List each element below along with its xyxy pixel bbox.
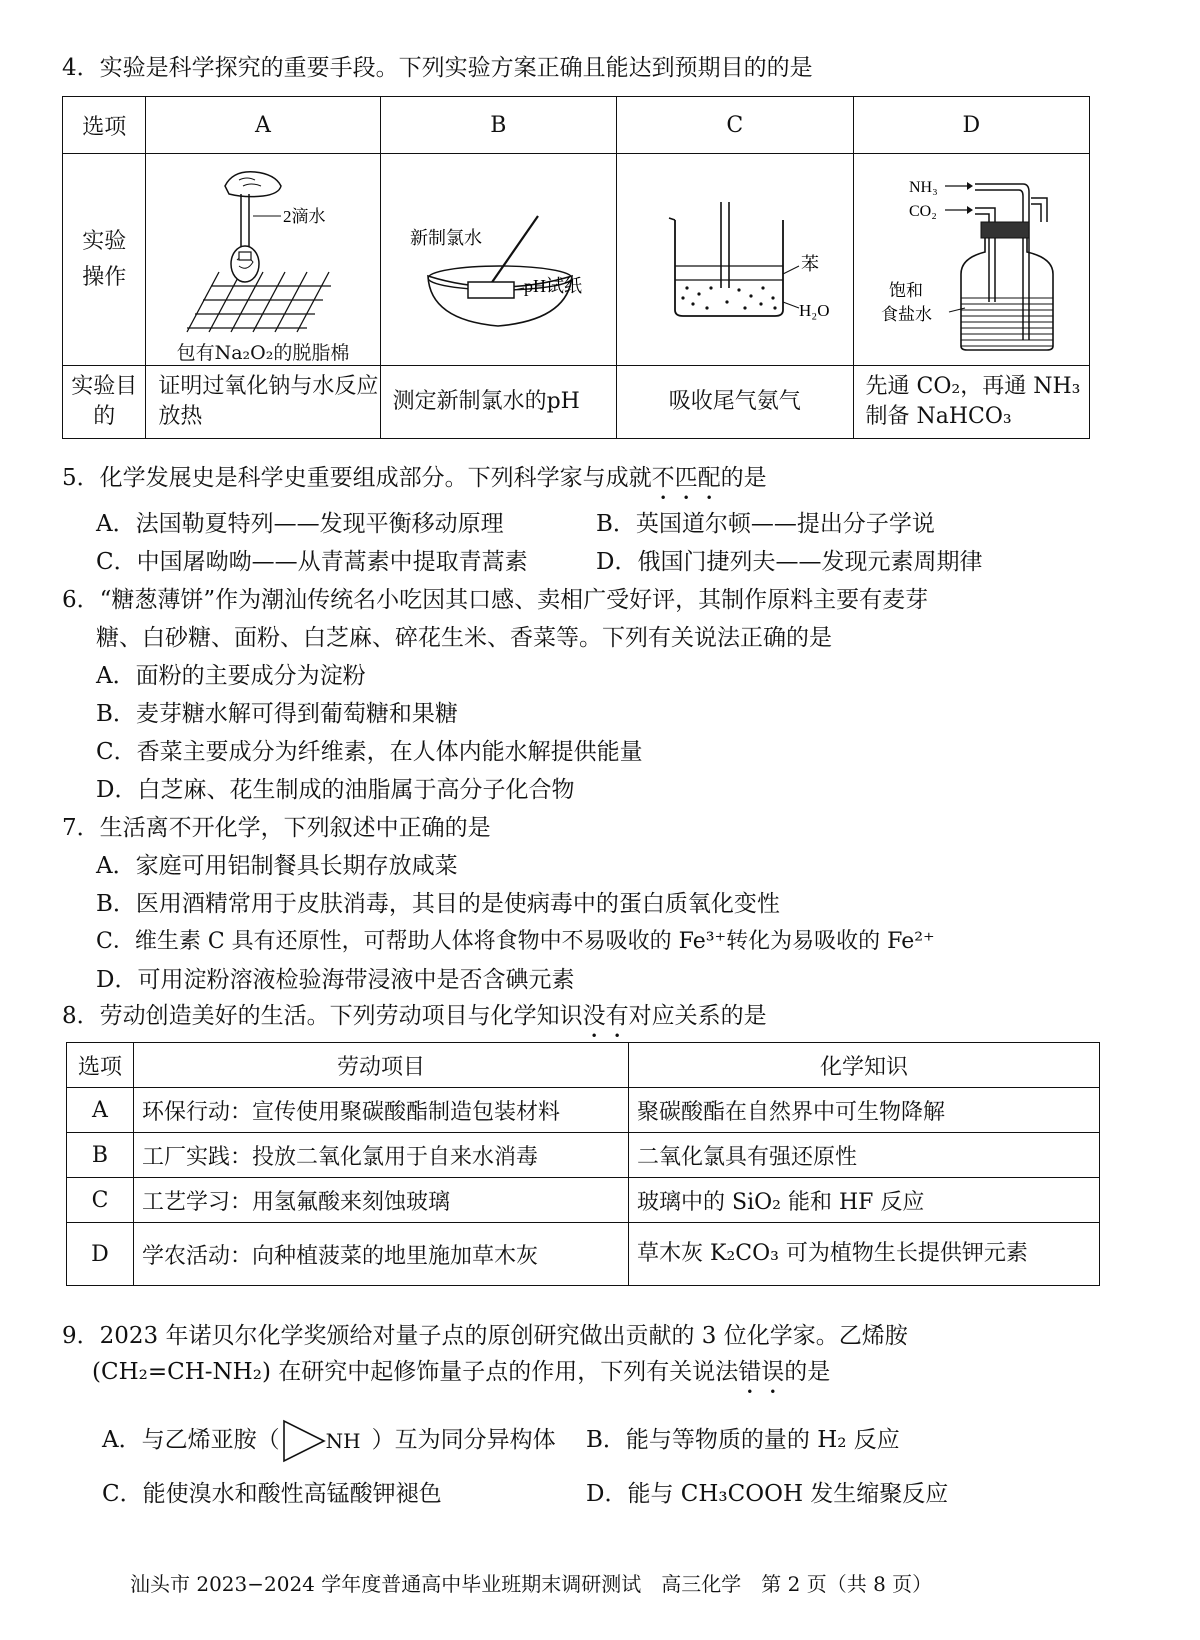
q4-b-paper-label: pH试纸 <box>524 275 583 296</box>
q4-figure-b-drawing <box>398 170 598 350</box>
q4-c-bottom-label: H₂O <box>798 300 830 320</box>
q9-option-a-end: ）互为同分异构体 <box>371 1427 556 1453</box>
q4-header-b: B <box>380 97 616 154</box>
q8-header-labor: 劳动项目 <box>134 1043 629 1088</box>
q8-stem-end: 对应关系的是 <box>628 1003 767 1029</box>
q6-option-c: C．香菜主要成分为纤维素，在人体内能水解提供能量 <box>96 739 643 765</box>
q4-goal-a: 证明过氧化钠与水反应放热 <box>146 366 380 439</box>
q4-goal-c: 吸收尾气氨气 <box>617 366 853 439</box>
q7-option-a: A．家庭可用铝制餐具长期存放咸菜 <box>96 853 458 879</box>
q4-header-a: A <box>146 97 380 154</box>
q6-stem-line-2: 糖、白砂糖、面粉、白芝麻、碎花生米、香菜等。下列有关说法正确的是 <box>96 625 832 651</box>
q9-option-d: D．能与 CH₃COOH 发生缩聚反应 <box>586 1481 949 1507</box>
q4-figure-a-drawing <box>163 154 363 344</box>
q8-row-b-labor: 工厂实践：投放二氧化氯用于自来水消毒 <box>134 1133 629 1178</box>
page-footer: 汕头市 2023−2024 学年度普通高中毕业班期末调研测试 高三化学 第 2 页（共 8 页） <box>130 1572 933 1596</box>
q6-option-b: B．麦芽糖水解可得到葡萄糖和果糖 <box>96 701 458 727</box>
q8-row-d-knowledge: 草木灰 K₂CO₃ 可为植物生长提供钾元素 <box>629 1223 1100 1286</box>
q4-figure-c <box>617 154 853 366</box>
q8-row-a-labor: 环保行动：宣传使用聚碳酸酯制造包装材料 <box>134 1088 629 1133</box>
q8-row-c-labor: 工艺学习：用氢氟酸来刻蚀玻璃 <box>134 1178 629 1223</box>
q6-option-a: A．面粉的主要成分为淀粉 <box>96 663 366 689</box>
q7-option-c: C．维生素 C 具有还原性，可帮助人体将食物中不易吸收的 Fe³⁺转化为易吸收的 Fe²⁺ <box>96 929 935 954</box>
q9-option-b: B．能与等物质的量的 H₂ 反应 <box>586 1427 900 1453</box>
q4-goal-d: 先通 CO₂，再通 NH₃ 制备 NaHCO₃ <box>853 366 1089 439</box>
q9-option-a <box>102 1418 556 1463</box>
q8-header-knowledge: 化学知识 <box>629 1043 1100 1088</box>
q4-c-top-label: 苯 <box>800 253 819 274</box>
q8-row-b-knowledge: 二氧化氯具有强还原性 <box>629 1133 1100 1178</box>
q9-option-a-text: A．与乙烯亚胺（ <box>102 1427 280 1453</box>
q4-table <box>62 96 1090 439</box>
q8-row-c-knowledge: 玻璃中的 SiO₂ 能和 HF 反应 <box>629 1178 1100 1223</box>
q8-header-option: 选项 <box>67 1043 134 1088</box>
q4-row-goal-label: 实验目的 <box>63 366 146 439</box>
q4-d-nh3-label: NH₃ <box>909 178 938 196</box>
q5-stem-emphasis: 不匹配 <box>651 465 721 491</box>
q7-stem: 7．生活离不开化学，下列叙述中正确的是 <box>62 815 491 841</box>
q4-header-d: D <box>853 97 1089 154</box>
q4-header-c: C <box>617 97 853 154</box>
q4-figure-b <box>380 154 616 366</box>
q9-stem-line-2 <box>92 1356 830 1399</box>
q5-stem-end: 的是 <box>720 465 767 491</box>
q4-figure-a <box>146 154 380 366</box>
q8-row-d-labor: 学农活动：向种植菠菜的地里施加草木灰 <box>134 1223 629 1286</box>
q4-d-salt-label-2: 食盐水 <box>881 304 933 324</box>
q8-row-a-option: A <box>67 1088 134 1133</box>
q5-stem <box>62 462 767 505</box>
q4-b-water-label: 新制氯水 <box>410 227 483 248</box>
q4-a-caption: 包有Na₂O₂的脱脂棉 <box>176 342 350 364</box>
q7-option-b: B．医用酒精常用于皮肤消毒，其目的是使病毒中的蛋白质氧化变性 <box>96 891 780 917</box>
q4-goal-b: 测定新制氯水的pH <box>380 366 616 439</box>
q8-row-d-option: D <box>67 1223 134 1286</box>
q4-header-option: 选项 <box>63 97 146 154</box>
q8-row-b-option: B <box>67 1133 134 1178</box>
q4-a-water-label: 2滴水 <box>282 207 326 226</box>
q9-stem-emphasis: 错误 <box>738 1359 785 1385</box>
q6-stem-line-1: 6．“糖葱薄饼”作为潮汕传统名小吃因其口感、卖相广受好评，其制作原料主要有麦芽 <box>62 587 929 613</box>
q8-stem-emphasis: 没有 <box>582 1003 629 1029</box>
q7-option-d: D．可用淀粉溶液检验海带浸液中是否含碘元素 <box>96 967 575 993</box>
q9-stem-end: 的是 <box>784 1359 831 1385</box>
q4-row-operation-label: 实验操作 <box>63 154 146 366</box>
q5-option-a: A．法国勒夏特列——发现平衡移动原理 <box>96 511 504 537</box>
q9-aziridine-structure <box>280 1419 372 1463</box>
q6-option-d: D．白芝麻、花生制成的油脂属于高分子化合物 <box>96 777 575 803</box>
q9-aziridine-nh-label: NH <box>325 1429 361 1453</box>
q5-option-c: C．中国屠呦呦——从青蒿素中提取青蒿素 <box>96 549 528 575</box>
q8-table <box>66 1042 1100 1286</box>
q9-stem-line-1: 9．2023 年诺贝尔化学奖颁给对量子点的原创研究做出贡献的 3 位化学家。乙烯胺 <box>62 1323 908 1349</box>
q4-figure-d <box>853 154 1089 366</box>
q9-option-c: C．能使溴水和酸性高锰酸钾褪色 <box>102 1481 442 1507</box>
q9-stem-text: (CH₂=CH-NH₂) 在研究中起修饰量子点的作用，下列有关说法 <box>92 1359 739 1385</box>
q5-option-d: D．俄国门捷列夫——发现元素周期律 <box>596 549 983 575</box>
q8-row-a-knowledge: 聚碳酸酯在自然界中可生物降解 <box>629 1088 1100 1133</box>
q5-option-b: B．英国道尔顿——提出分子学说 <box>596 511 935 537</box>
q8-stem-text: 8．劳动创造美好的生活。下列劳动项目与化学知识 <box>62 1003 583 1029</box>
q4-figure-c-drawing <box>635 170 835 350</box>
q8-stem <box>62 1000 767 1043</box>
q4-d-co2-label: CO₂ <box>909 202 938 220</box>
q4-stem: 4．实验是科学探究的重要手段。下列实验方案正确且能达到预期目的的是 <box>62 55 813 81</box>
q4-d-salt-label-1: 饱和 <box>889 280 924 300</box>
q4-figure-d-drawing <box>871 162 1071 358</box>
q5-stem-text: 5．化学发展史是科学史重要组成部分。下列科学家与成就 <box>62 465 652 491</box>
q8-row-c-option: C <box>67 1178 134 1223</box>
